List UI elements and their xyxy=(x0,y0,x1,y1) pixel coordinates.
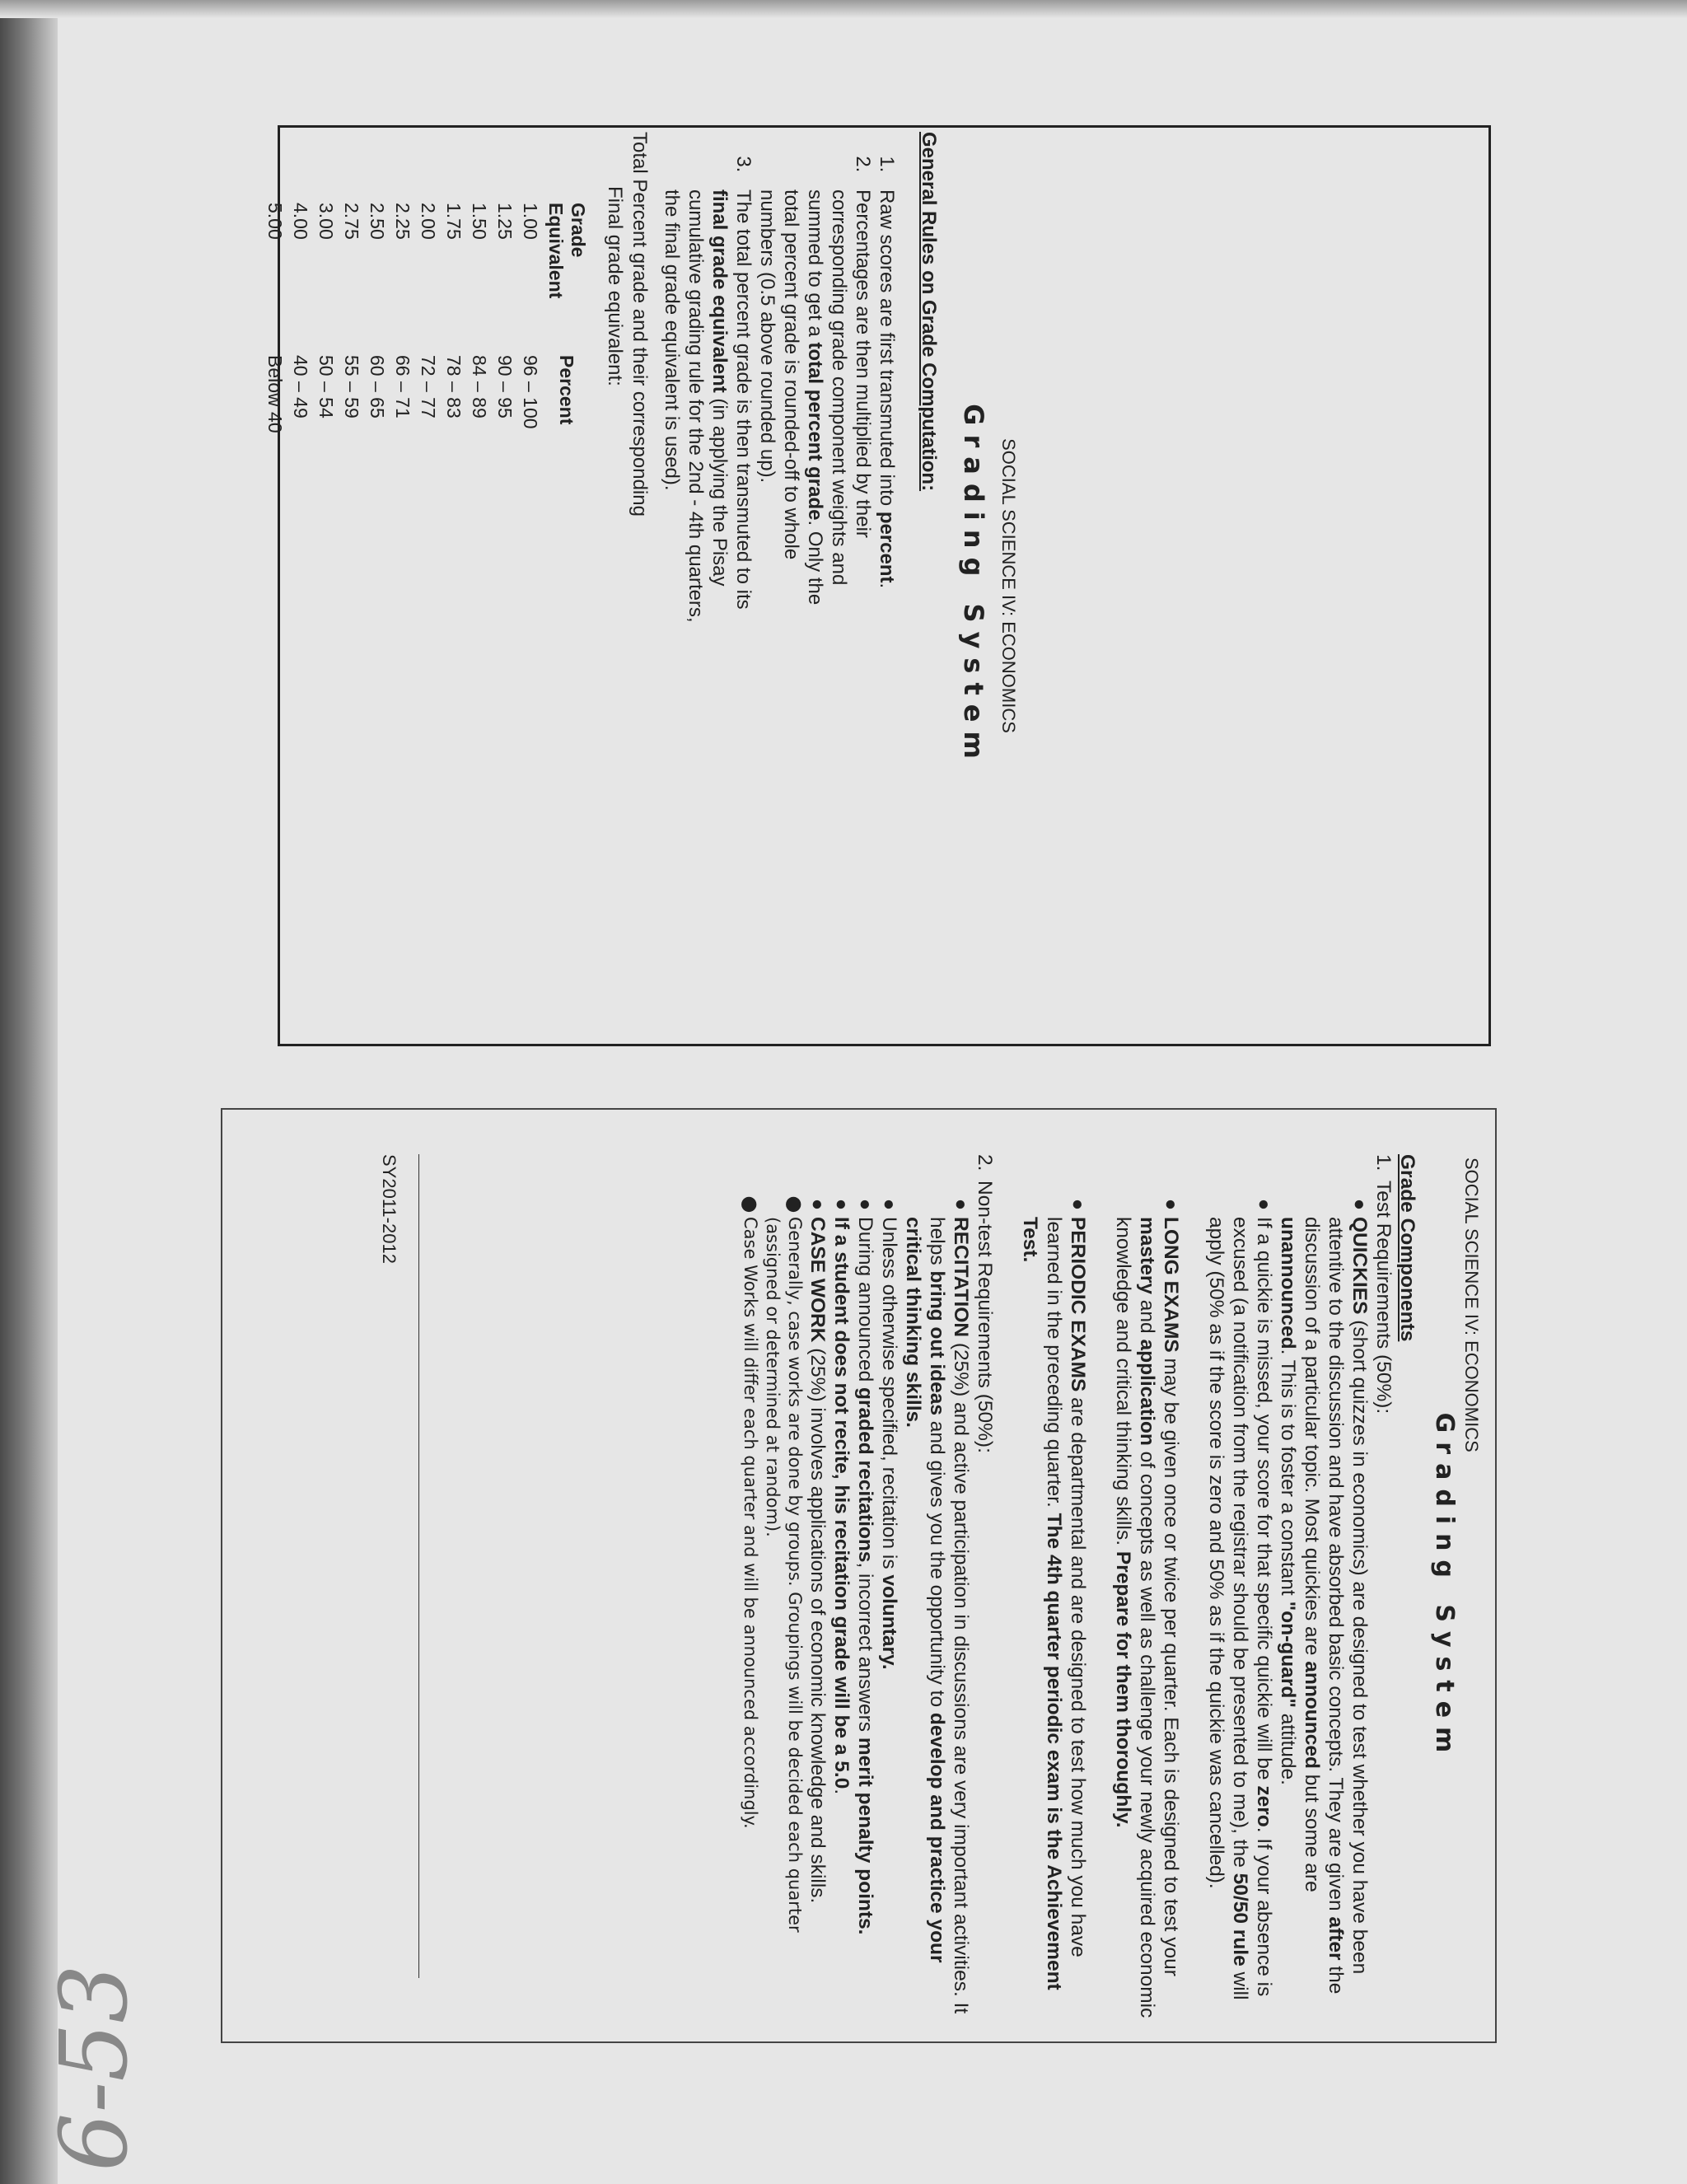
equivalent-intro-line2: Final grade equivalent: xyxy=(604,186,626,386)
grade-equivalent-table xyxy=(262,203,589,433)
list-item xyxy=(806,1192,829,2020)
rule-item: 2. Percentages are then multiplied by their corresponding grade component weights and summed to get a total percent grade. Only the total percent grade is rounded-off to whole numbers (0.5 above rounded up). xyxy=(755,178,875,639)
grade-equivalent-cell: 1.25 xyxy=(494,203,516,240)
long-exams-text: LONG EXAMS may be given once or twice per quarter. Each is designed to test your mastery and application of concepts as well as challenge your newly acquired economic knowledge and critical thinking skills. Prepare for them thoroughly. xyxy=(1112,1217,1182,2018)
list-item xyxy=(877,1192,901,2020)
table-row xyxy=(517,203,543,433)
no-recite-text: If a student does not recite, his recitation grade will be a 5.0. xyxy=(830,1217,853,1795)
bullet-icon: ● xyxy=(1253,1198,1275,1211)
table-row xyxy=(441,203,466,433)
missed-quickie-text: If a quickie is missed, your score for that specific quickie will be zero. If your absence is excused (a notification from the registrar should be presented to me), the 50/50 rule will apply (50% as if the score is zero and 50% as if the quickie was cancelled). xyxy=(1205,1217,1275,2000)
grade-components-panel xyxy=(221,1108,1498,2043)
percent-cell: 55 – 59 xyxy=(341,355,362,419)
percent-cell: 60 – 65 xyxy=(367,355,388,419)
rules-heading: General Rules on Grade Computation: xyxy=(918,132,940,492)
percent-cell: 90 – 95 xyxy=(494,355,516,419)
list-item xyxy=(901,1192,973,2020)
percent-cell: 66 – 71 xyxy=(392,355,414,419)
list-item xyxy=(1018,1192,1090,2020)
course-name: SOCIAL SCIENCE IV: ECONOMICS xyxy=(998,438,1019,733)
handwritten-page-number: 6-53 xyxy=(41,1964,148,2172)
table-row xyxy=(339,203,364,433)
footer-divider xyxy=(418,1154,419,1978)
scan-shadow-left xyxy=(0,0,58,2184)
percent-cell: 78 – 83 xyxy=(443,355,465,419)
list-item xyxy=(1111,1192,1183,2020)
grade-equivalent-cell: 1.75 xyxy=(443,203,465,240)
grade-equivalent-cell: 3.00 xyxy=(315,203,337,240)
table-row xyxy=(390,203,415,433)
grade-equivalent-cell: 2.75 xyxy=(341,203,362,240)
voluntary-text: Unless otherwise specified, recitation is voluntary. xyxy=(878,1217,900,1670)
percent-cell: 50 – 54 xyxy=(315,355,337,419)
list-item xyxy=(761,1192,806,2020)
table-header: Percent xyxy=(556,355,578,425)
bullet-icon: ● xyxy=(739,1195,762,1214)
quickies-text: QUICKIES (short quizzes in economics) are designed to test whether you have been attentive to the discussion and have absorbed basic concepts. They are given after the discussion of a particular topic. Most quickies are announced but some are unannounced. This is to foster a constant "on-guard" attitude. xyxy=(1277,1217,1371,1995)
case-work-differ-text: Case Works will differ each quarter and will be announced accordingly. xyxy=(741,1217,760,1829)
grade-equivalent-cell: 1.50 xyxy=(469,203,490,240)
school-year-footer: SY2011-2012 xyxy=(379,1154,400,1264)
rule-item: 1. Raw scores are first transmuted into percent. xyxy=(875,178,899,639)
panel-title: Grading System xyxy=(1430,1412,1459,1762)
bullet-icon: ● xyxy=(1067,1198,1089,1211)
section-number: 1. xyxy=(1372,1154,1395,1172)
panel-title: Grading System xyxy=(958,404,989,768)
grade-equivalent-cell: 5.00 xyxy=(264,203,286,240)
bullet-icon: ● xyxy=(806,1198,829,1211)
graded-recitation-text: During announced graded recitations, incorrect answers merit penalty points. xyxy=(854,1217,876,1935)
percent-cell: Below 40 xyxy=(264,355,286,433)
section-label: Non-test Requirements (50%): xyxy=(974,1181,996,1453)
section-non-test-requirements xyxy=(973,1154,997,2020)
list-item xyxy=(1204,1192,1276,2020)
section-test-requirements xyxy=(1372,1154,1395,2020)
grade-computation-panel xyxy=(264,125,1029,1046)
periodic-exams-text: PERIODIC EXAMS are departmental and are designed to test how much you have learned in the preceding quarter. The 4th quarter periodic exam is the Achievement Test. xyxy=(1019,1217,1089,1990)
section-number: 2. xyxy=(974,1154,996,1172)
section-label: Test Requirements (50%): xyxy=(1372,1181,1395,1415)
grade-equivalent-cell: 2.00 xyxy=(418,203,439,240)
grade-equivalent-cell: 2.50 xyxy=(367,203,388,240)
groupings-text: Generally, case works are done by groups. Groupings will be decided each quarter (assigned or determined at random). xyxy=(763,1217,805,1933)
list-item xyxy=(1276,1192,1372,2020)
bullet-icon: ● xyxy=(783,1195,806,1214)
list-item xyxy=(739,1192,761,2020)
bullet-icon: ● xyxy=(1348,1198,1371,1211)
table-row xyxy=(466,203,492,433)
table-row xyxy=(492,203,517,433)
course-name: SOCIAL SCIENCE IV: ECONOMICS xyxy=(1461,1157,1482,1452)
rules-list xyxy=(660,132,899,639)
table-row xyxy=(262,203,287,433)
list-item xyxy=(829,1192,853,2020)
grade-equivalent-cell: 4.00 xyxy=(290,203,311,240)
table-row xyxy=(415,203,441,433)
percent-cell: 72 – 77 xyxy=(418,355,439,419)
table-header: Grade Equivalent xyxy=(545,203,589,299)
table-row xyxy=(364,203,390,433)
recitation-text: RECITATION (25%) and active participation in discussions are very important activities. It helps bring out ideas and gives you the opportunity to develop and practice your critical thinking skills. xyxy=(902,1217,972,2014)
grade-equivalent-cell: 1.00 xyxy=(520,203,541,240)
table-row xyxy=(313,203,339,433)
equivalent-intro xyxy=(602,132,652,1040)
grade-components-heading: Grade Components xyxy=(1396,1154,1418,1342)
case-work-text: CASE WORK (25%) involves applications of economic knowledge and skills. xyxy=(806,1217,829,1904)
percent-cell: 40 – 49 xyxy=(290,355,311,419)
list-item xyxy=(853,1192,877,2020)
percent-cell: 96 – 100 xyxy=(520,355,541,429)
grade-equivalent-cell: 2.25 xyxy=(392,203,414,240)
bullet-icon: ● xyxy=(950,1198,972,1211)
bullet-icon: ● xyxy=(878,1198,900,1211)
bullet-icon: ● xyxy=(1160,1198,1182,1211)
equivalent-intro-line1: Total Percent grade and their corresponding xyxy=(629,132,651,517)
scan-shadow-top xyxy=(0,0,1687,18)
percent-cell: 84 – 89 xyxy=(469,355,490,419)
bullet-icon: ● xyxy=(830,1198,853,1211)
table-row xyxy=(287,203,313,433)
bullet-icon: ● xyxy=(854,1198,876,1211)
rule-item: 3. The total percent grade is then transmuted to its final grade equivalent (in applying the Pisay cumulative grading rule for the 2nd - 4th quarters, the final grade equivalent is used). xyxy=(660,178,755,639)
